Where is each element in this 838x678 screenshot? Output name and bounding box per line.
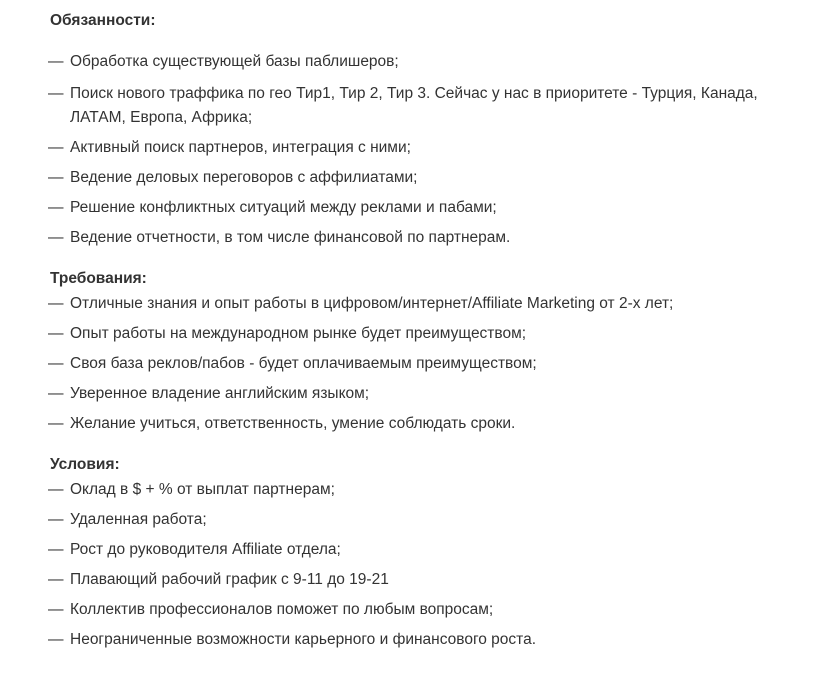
list-item	[48, 478, 808, 502]
bullet-dash: —	[48, 511, 64, 528]
bullet-dash: —	[48, 325, 64, 342]
list-item-text: Опыт работы на международном рынке будет преимуществом;	[70, 325, 527, 342]
list-item	[48, 196, 808, 220]
list-item	[48, 382, 808, 406]
list-item-text: Коллектив профессионалов поможет по любым вопросам;	[70, 601, 494, 618]
list-item-text: Желание учиться, ответственность, умение соблюдать сроки.	[70, 415, 516, 432]
heading-duties: Обязанности:	[50, 12, 156, 29]
bullet-dash: —	[48, 415, 64, 432]
bullet-dash: —	[48, 571, 64, 588]
list-item-text: Решение конфликтных ситуаций между реклами и пабами;	[70, 199, 497, 216]
list-item-text: Удаленная работа;	[70, 511, 207, 528]
bullet-dash: —	[48, 229, 64, 246]
list-item-text: Поиск нового траффика по гео Тир1, Тир 2, Тир 3. Сейчас у нас в приоритете - Турция, Канада, ЛАТАМ, Европа, Африка;	[70, 85, 758, 126]
list-item	[48, 82, 808, 130]
bullet-dash: —	[48, 601, 64, 618]
list-item-text: Рост до руководителя Affiliate отдела;	[70, 541, 341, 558]
list-item-text: Своя база реклов/пабов - будет оплачиваемым преимуществом;	[70, 355, 537, 372]
list-item	[48, 50, 808, 74]
list-item-text: Оклад в $ + % от выплат партнерам;	[70, 481, 335, 498]
list-item-text: Отличные знания и опыт работы в цифровом/интернет/Affiliate Marketing от 2-х лет;	[70, 295, 674, 312]
bullet-dash: —	[48, 385, 64, 402]
list-item	[48, 598, 808, 622]
bullet-dash: —	[48, 85, 64, 102]
list-item	[48, 568, 808, 592]
bullet-dash: —	[48, 169, 64, 186]
list-item	[48, 412, 808, 436]
list-item	[48, 322, 808, 346]
list-item-text: Ведение деловых переговоров с аффилиатами;	[70, 169, 418, 186]
bullet-dash: —	[48, 355, 64, 372]
list-item	[48, 226, 808, 250]
list-item-text: Обработка существующей базы паблишеров;	[70, 53, 399, 70]
list-item-text: Активный поиск партнеров, интеграция с ними;	[70, 139, 411, 156]
list-item	[48, 352, 808, 376]
list-item	[48, 136, 808, 160]
bullet-dash: —	[48, 631, 64, 648]
heading-conditions: Условия:	[50, 456, 120, 473]
bullet-dash: —	[48, 139, 64, 156]
bullet-dash: —	[48, 199, 64, 216]
bullet-dash: —	[48, 481, 64, 498]
bullet-dash: —	[48, 53, 64, 70]
list-item	[48, 628, 808, 652]
list-item	[48, 508, 808, 532]
heading-requirements: Требования:	[50, 270, 147, 287]
list-item-text: Неограниченные возможности карьерного и финансового роста.	[70, 631, 537, 648]
list-item	[48, 292, 808, 316]
list-item	[48, 166, 808, 190]
list-item-text: Уверенное владение английским языком;	[70, 385, 370, 402]
list-item-text: Плавающий рабочий график с 9-11 до 19-21	[70, 571, 389, 588]
bullet-dash: —	[48, 541, 64, 558]
list-item-text: Ведение отчетности, в том числе финансовой по партнерам.	[70, 229, 511, 246]
list-item	[48, 538, 808, 562]
bullet-dash: —	[48, 295, 64, 312]
